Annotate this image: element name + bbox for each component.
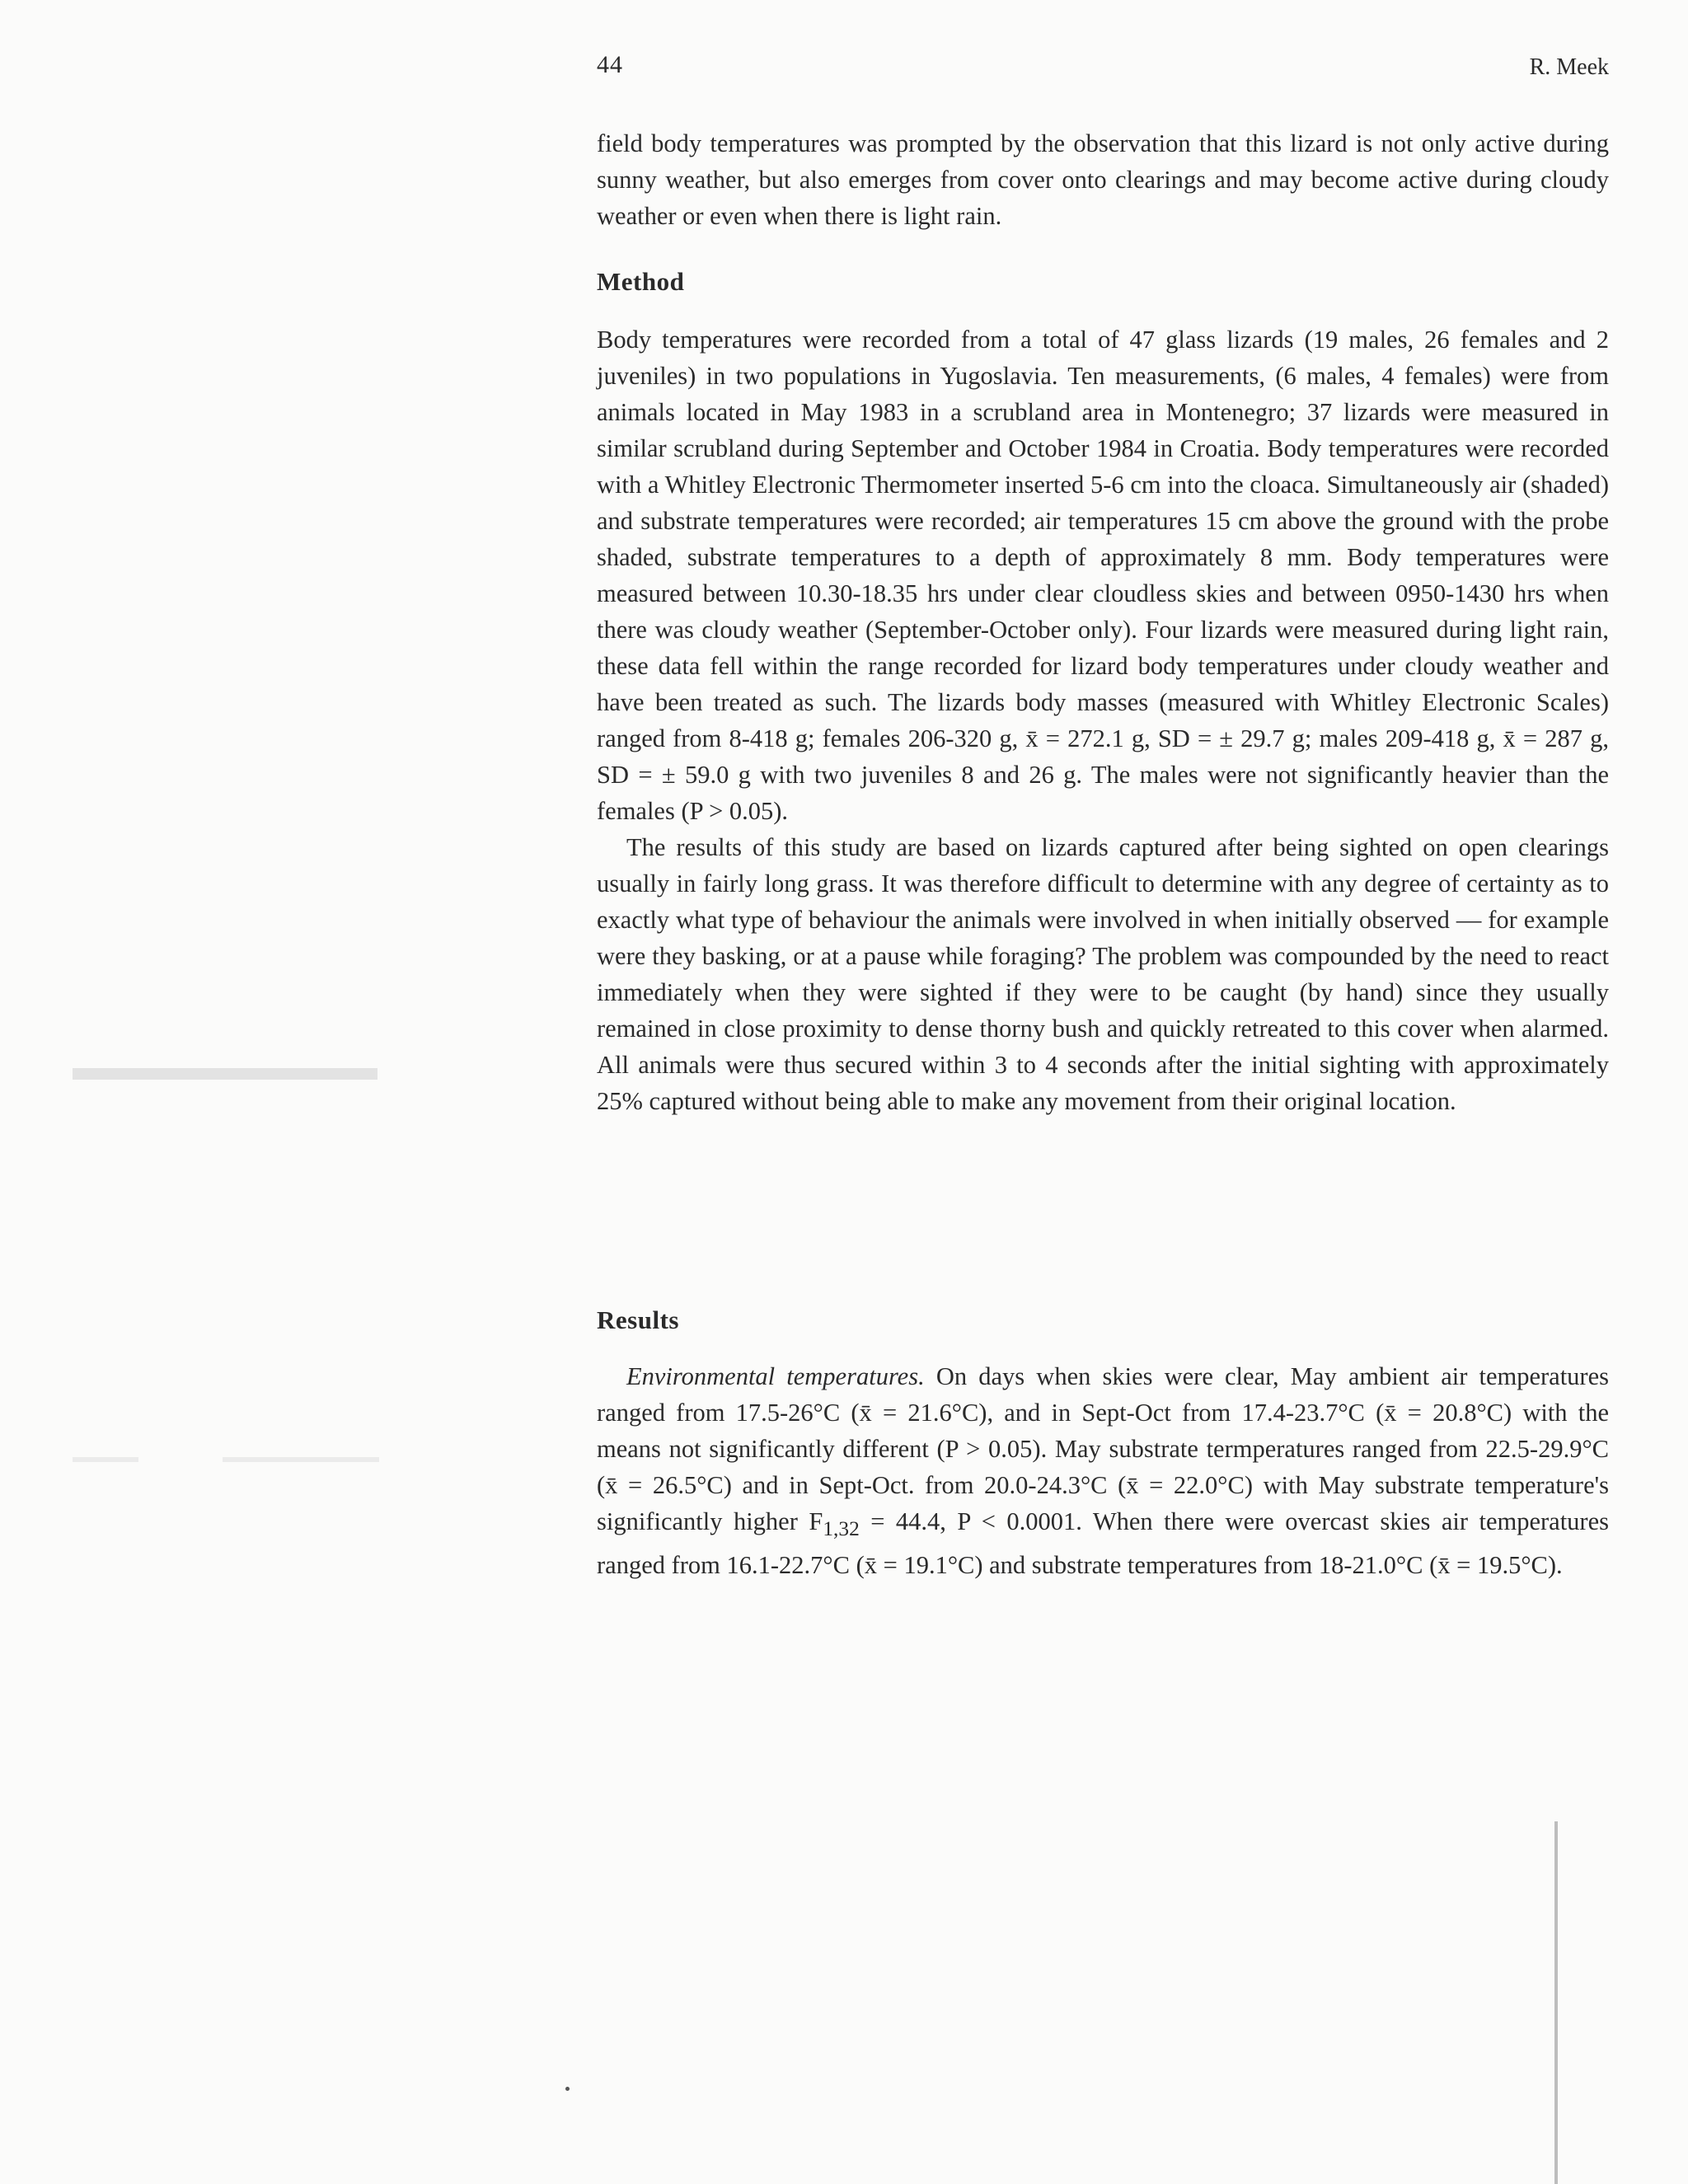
scan-dot xyxy=(565,2087,570,2091)
results-heading-block xyxy=(597,1305,1609,1335)
method-heading: Method xyxy=(597,267,685,296)
page-number: 44 xyxy=(597,51,623,78)
scan-speckle-band xyxy=(73,1068,377,1080)
intro-block xyxy=(597,125,1609,234)
results-heading: Results xyxy=(597,1305,679,1334)
scan-speckle-small-right xyxy=(223,1457,379,1462)
results-subheading: Environmental temperatures. xyxy=(626,1362,925,1390)
results-block xyxy=(597,1358,1609,1583)
method-paragraph-1: Body temperatures were recorded from a total of 47 glass lizards (19 males, 26 females and 2 juveniles) in two populations in Yugoslavia. Ten measurements, (6 males, 4 females) were from animals located in May 1983 in a scrubland area in Montenegro; 37 lizards were measured in similar scrubland during September and October 1984 in Croatia. Body temperatures were recorded with a Whitley Electronic Thermometer inserted 5-6 cm into the cloaca. Simultaneously air (shaded) and substrate temperatures were recorded; air temperatures 15 cm above the ground with the probe shaded, substrate temperatures to a depth of approximately 8 mm. Body temperatures were measured between 10.30-18.35 hrs under clear cloudless skies and between 0950-1430 hrs when there was cloudy weather (September-October only). Four lizards were measured during light rain, these data fell within the range recorded for lizard body temperatures under cloudy weather and have been treated as such. The lizards body masses (measured with Whitley Electronic Scales) ranged from 8-418 g; females 206-320 g, x̄ = 272.1 g, SD = ± 29.7 g; males 209-418 g, x̄ = 287 g, SD = ± 59.0 g with two juveniles 8 and 26 g. The males were not significantly heavier than the females (P > 0.05). xyxy=(597,326,1609,825)
results-text-b: = 44.4, P < 0.0001. When there were overcast skies air temperatures ranged from 16.1-22.7°C (x̄ = 19.1°C) and substrate temperatures from 18-21.0°C (x̄ = 19.5°C). xyxy=(597,1507,1609,1580)
method-block xyxy=(597,321,1609,1119)
scan-speckle-small-left xyxy=(73,1457,138,1462)
f-subscript: 1,32 xyxy=(823,1517,860,1541)
running-author: R. Meek xyxy=(1529,54,1609,80)
scan-edge-mark xyxy=(1554,1821,1558,2184)
method-paragraph-2: The results of this study are based on lizards captured after being sighted on open clearings usually in fairly long grass. It was therefore difficult to determine with any degree of certainty as to exactly what type of behaviour the animals were involved in when initially observed — for example were they basking, or at a pause while foraging? The problem was compounded by the need to react immediately when they were sighted if they were to be caught (by hand) since they usually remained in close proximity to dense thorny bush and quickly retreated to this cover when alarmed. All animals were thus secured within 3 to 4 seconds after the initial sighting with approximately 25% captured without being able to make any movement from their original location. xyxy=(597,833,1609,1115)
results-text-a: On days when skies were clear, May ambient air temperatures ranged from 17.5-26°C (x̄ = 21.6°C), and in Sept-Oct from 17.4-23.7°C (x̄ = 20.8°C) with the means not significantly different (P > 0.05). May substrate termperatures ranged from 22.5-29.9°C (x̄ = 26.5°C) and in Sept-Oct. from 20.0-24.3°C (x̄ = 22.0°C) with May substrate temperature's significantly higher F xyxy=(597,1362,1610,1535)
intro-paragraph: field body temperatures was prompted by the observation that this lizard is not only active during sunny weather, but also emerges from cover onto clearings and may become active during cloudy weather or even when there is light rain. xyxy=(597,129,1609,230)
results-paragraph-1 xyxy=(597,1358,1609,1583)
method-heading-block xyxy=(597,267,1609,297)
